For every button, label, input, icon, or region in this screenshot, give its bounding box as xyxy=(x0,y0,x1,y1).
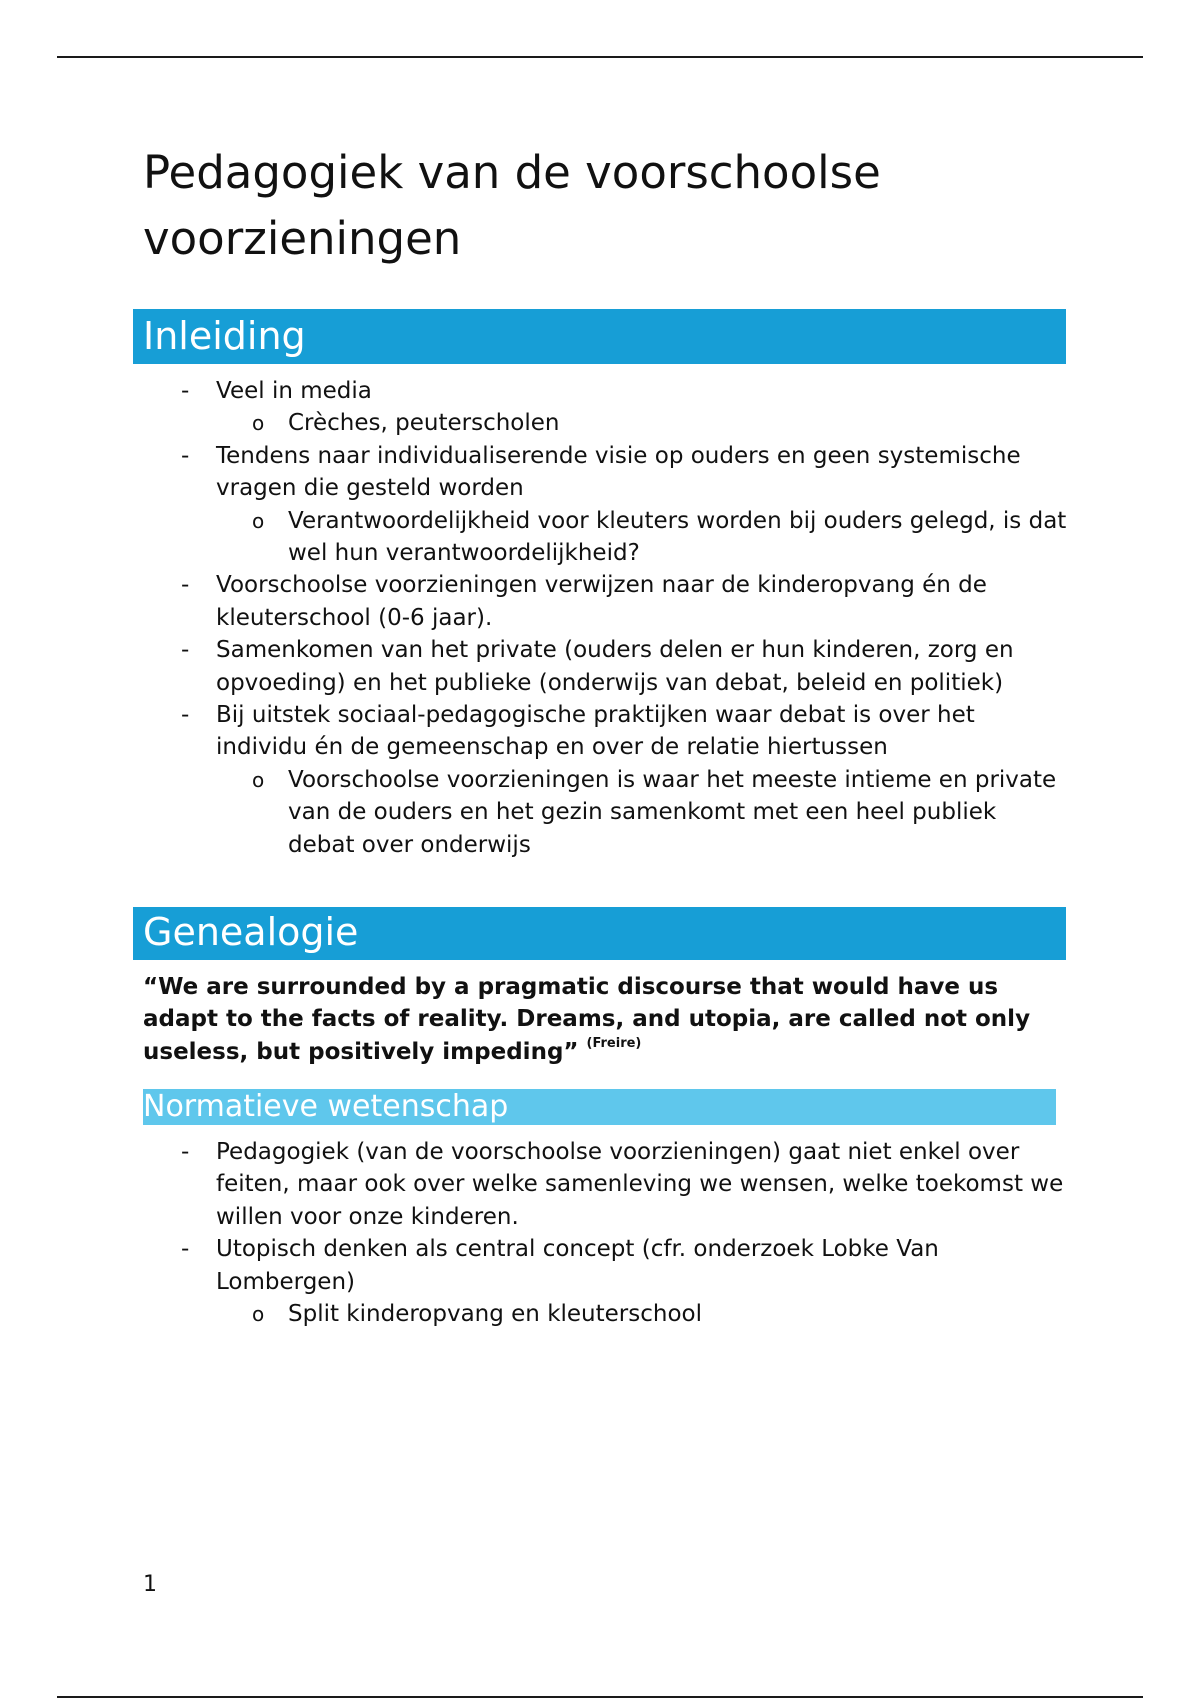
list-item xyxy=(0,569,1066,634)
list-item xyxy=(0,1298,1068,1330)
list-item-text: Veel in media xyxy=(216,378,372,404)
list-item-text: Voorschoolse voorzieningen is waar het meeste intieme en private van de ouders en het gezin samenkomt met een heel publiek debat over onderwijs xyxy=(288,766,1057,858)
heading-normatieve-wetenschap: Normatieve wetenschap xyxy=(143,1089,1056,1125)
list-item xyxy=(0,1136,1066,1233)
list-item xyxy=(0,505,1068,570)
quote-text: “We are surrounded by a pragmatic discourse that would have us adapt to the facts of reality. Dreams, and utopia, are called not only useless, but positively impeding” xyxy=(143,974,1031,1065)
freire-quote xyxy=(143,971,1063,1068)
circle-bullet: o xyxy=(252,411,265,436)
normatieve-list xyxy=(0,1136,1068,1330)
list-item-text: Pedagogiek (van de voorschoolse voorzieningen) gaat niet enkel over feiten, maar ook over welke samenleving we wensen, welke toekomst we willen voor onze kinderen. xyxy=(216,1139,1064,1230)
top-rule xyxy=(57,56,1143,58)
list-item xyxy=(0,1233,1066,1298)
list-item xyxy=(0,634,1066,699)
list-item xyxy=(0,764,1068,861)
bottom-rule xyxy=(57,1696,1143,1698)
dash-bullet: - xyxy=(181,1236,190,1263)
dash-bullet: - xyxy=(181,1139,190,1165)
heading-inleiding: Inleiding xyxy=(133,309,1066,364)
dash-bullet: - xyxy=(181,378,190,404)
list-item xyxy=(0,440,1066,505)
list-item-text: Verantwoordelijkheid voor kleuters worden bij ouders gelegd, is dat wel hun verantwoordelijkheid? xyxy=(288,507,1067,567)
dash-bullet: - xyxy=(181,442,190,469)
dash-bullet: - xyxy=(181,702,190,729)
circle-bullet: o xyxy=(252,767,265,792)
quote-source: (Freire) xyxy=(586,1035,642,1051)
list-item-text: Crèches, peuterscholen xyxy=(288,410,560,437)
inleiding-list xyxy=(0,375,1068,861)
list-item-text: Voorschoolse voorzieningen verwijzen naar de kinderopvang én de kleuterschool (0-6 jaar). xyxy=(216,572,987,631)
heading-genealogie: Genealogie xyxy=(133,907,1066,960)
dash-bullet: - xyxy=(181,637,190,664)
list-item-text: Bij uitstek sociaal-pedagogische praktijken waar debat is over het individu én de gemeenschap en over de relatie hiertussen xyxy=(216,702,975,761)
list-item xyxy=(0,375,1066,407)
list-item-text: Utopisch denken als central concept (cfr. onderzoek Lobke Van Lombergen) xyxy=(216,1236,939,1295)
circle-bullet: o xyxy=(252,508,265,533)
list-item-text: Tendens naar individualiserende visie op ouders en geen systemische vragen die gesteld worden xyxy=(216,442,1021,502)
circle-bullet: o xyxy=(252,1302,265,1327)
document-title: Pedagogiek van de voorschoolse voorzieningen xyxy=(143,146,881,265)
page-number: 1 xyxy=(143,1572,157,1597)
list-item xyxy=(0,407,1068,439)
dash-bullet: - xyxy=(181,572,190,599)
list-item xyxy=(0,699,1066,764)
list-item-text: Split kinderopvang en kleuterschool xyxy=(288,1301,702,1328)
list-item-text: Samenkomen van het private (ouders delen er hun kinderen, zorg en opvoeding) en het publieke (onderwijs van debat, beleid en politiek) xyxy=(216,637,1014,696)
